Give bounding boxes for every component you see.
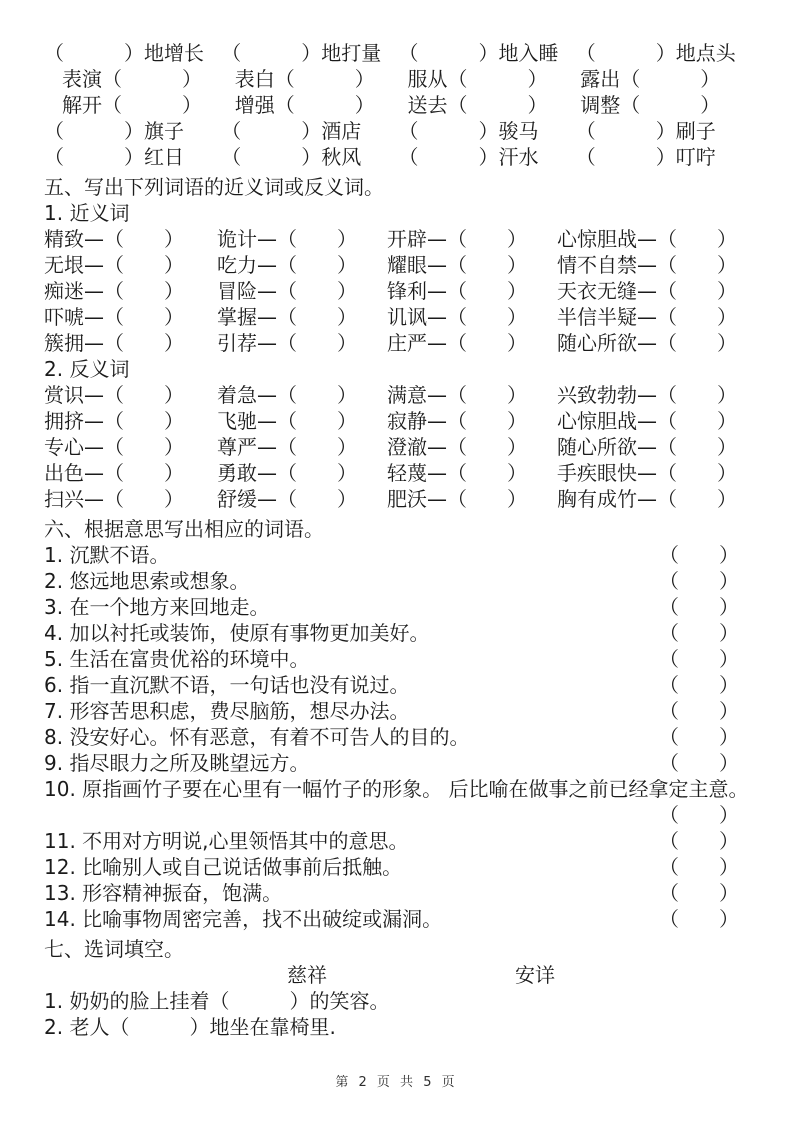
answer-blank: （ ） [659,855,739,879]
synonym-row [44,278,753,304]
synonym-cell: 冒险—（ ） [217,279,357,303]
synonym-cell: 心惊胆战—（ ） [557,227,737,251]
definition-text: 2. 悠远地思索或想象。 [44,569,250,593]
definition-item [44,880,753,906]
fill-cell: （ ）地打量 [221,41,382,65]
antonym-cell: 勇敢—（ ） [217,461,357,485]
answer-blank: （ ） [659,595,739,619]
synonym-cell: 随心所欲—（ ） [557,331,737,355]
definition-item [44,594,753,620]
synonym-cell: 掌握—（ ） [217,305,357,329]
fill-cell: （ ）叮咛 [575,145,716,169]
synonym-row [44,330,753,356]
definition-text: 14. 比喻事物周密完善，找不出破绽或漏洞。 [44,907,443,931]
synonyms-label: 1. 近义词 [44,201,130,225]
antonyms-label: 2. 反义词 [44,357,130,381]
definition-item [44,776,753,802]
synonym-cell: 吃力—（ ） [217,253,357,277]
definition-text: 13. 形容精神振奋，饱满。 [44,881,283,905]
antonym-cell: 出色—（ ） [44,461,184,485]
word-option: 安详 [515,963,555,987]
antonym-cell: 肥沃—（ ） [387,487,527,511]
fill-cell: 表白（ ） [234,67,375,91]
definition-text: 9. 指尽眼力之所及眺望远方。 [44,751,310,775]
answer-blank: （ ） [659,621,739,645]
fill-cell: （ ）红日 [44,145,184,169]
fill-cell: （ ）刷子 [575,119,716,143]
fill-cell: （ ）骏马 [398,119,539,143]
synonym-cell: 引荐—（ ） [217,331,357,355]
definition-text: 10. 原指画竹子要在心里有一幅竹子的形象。 后比喻在做事之前已经拿定主意。 [44,777,749,801]
synonym-cell: 吓唬—（ ） [44,305,184,329]
fill-cell: （ ）旗子 [44,119,184,143]
antonym-cell: 轻蔑—（ ） [387,461,527,485]
section7-heading: 七、选词填空。 [44,937,184,961]
definition-item [44,620,753,646]
fill-cell: （ ）秋风 [221,145,362,169]
definition-item [44,698,753,724]
fill-cell: 解开（ ） [62,93,202,117]
fill-row [44,40,753,66]
fill-row [44,66,753,92]
definition-item [44,854,753,880]
antonym-cell: 寂静—（ ） [387,409,527,433]
fill-row [44,118,753,144]
definition-text: 3. 在一个地方来回地走。 [44,595,270,619]
word-options-row [44,962,753,988]
antonym-row [44,382,753,408]
sentence-item [44,988,753,1014]
synonym-cell: 庄严—（ ） [387,331,527,355]
synonym-cell: 天衣无缝—（ ） [557,279,737,303]
synonym-cell: 锋利—（ ） [387,279,527,303]
fill-cell: 表演（ ） [62,67,202,91]
antonym-cell: 赏识—（ ） [44,383,184,407]
fill-cell: （ ）地增长 [44,41,204,65]
answer-blank: （ ） [659,699,739,723]
synonym-cell: 簇拥—（ ） [44,331,184,355]
definition-text: 4. 加以衬托或装饰，使原有事物更加美好。 [44,621,430,645]
antonym-cell: 胸有成竹—（ ） [557,487,737,511]
synonym-row [44,226,753,252]
fill-cell: （ ）地点头 [575,41,736,65]
definition-item [44,906,753,932]
antonym-cell: 澄澈—（ ） [387,435,527,459]
definition-item [44,568,753,594]
definition-item [44,672,753,698]
synonym-cell: 痴迷—（ ） [44,279,184,303]
fill-cell: 服从（ ） [407,67,548,91]
fill-row [44,144,753,170]
definition-item [44,646,753,672]
synonym-cell: 开辟—（ ） [387,227,527,251]
antonym-cell: 随心所欲—（ ） [557,435,737,459]
antonym-cell: 拥挤—（ ） [44,409,184,433]
page-footer: 第 2 页 共 5 页 [335,1075,458,1090]
answer-blank: （ ） [659,673,739,697]
definition-item [44,542,753,568]
answer-blank: （ ） [659,881,739,905]
fill-cell: 露出（ ） [580,67,721,91]
fill-cell: 增强（ ） [234,93,375,117]
section5-heading: 五、写出下列词语的近义词或反义词。 [44,175,384,199]
definition-text: 7. 形容苦思积虑，费尽脑筋，想尽办法。 [44,699,410,723]
synonym-row [44,304,753,330]
antonym-row [44,408,753,434]
antonym-row [44,460,753,486]
answer-blank: （ ） [659,751,739,775]
synonym-cell: 情不自禁—（ ） [557,253,737,277]
antonym-cell: 手疾眼快—（ ） [557,461,737,485]
definition-text: 11. 不用对方明说,心里领悟其中的意思。 [44,829,409,853]
definition-text: 8. 没安好心。怀有恶意，有着不可告人的目的。 [44,725,470,749]
fill-cell: 调整（ ） [580,93,721,117]
antonym-row [44,434,753,460]
sentence-text: 2. 老人（ ）地坐在靠椅里. [44,1015,336,1039]
fill-cell: （ ）地入睡 [398,41,559,65]
synonym-cell: 精致—（ ） [44,227,184,251]
synonym-cell: 无垠—（ ） [44,253,184,277]
definition-text: 6. 指一直沉默不语，一句话也没有说过。 [44,673,410,697]
fill-row [44,92,753,118]
antonym-cell: 心惊胆战—（ ） [557,409,737,433]
antonym-cell: 飞驰—（ ） [217,409,357,433]
definition-text: 5. 生活在富贵优裕的环境中。 [44,647,310,671]
section6-heading: 六、根据意思写出相应的词语。 [44,517,324,541]
definition-text: 1. 沉默不语。 [44,543,170,567]
antonym-cell: 着急—（ ） [217,383,357,407]
answer-blank: （ ） [659,543,739,567]
sentence-text: 1. 奶奶的脸上挂着（ ）的笑容。 [44,989,390,1013]
fill-cell: （ ）汗水 [398,145,539,169]
antonym-cell: 舒缓—（ ） [217,487,357,511]
definition-item [44,724,753,750]
fill-cell: 送去（ ） [407,93,548,117]
synonym-cell: 半信半疑—（ ） [557,305,737,329]
definition-item [44,828,753,854]
synonym-cell: 讥讽—（ ） [387,305,527,329]
antonym-cell: 扫兴—（ ） [44,487,184,511]
answer-blank-line [44,802,753,828]
synonym-cell: 诡计—（ ） [217,227,357,251]
answer-blank: （ ） [659,725,739,749]
antonym-cell: 专心—（ ） [44,435,184,459]
antonym-cell: 尊严—（ ） [217,435,357,459]
synonym-row [44,252,753,278]
definition-item [44,750,753,776]
sentence-item [44,1014,753,1040]
definition-text: 12. 比喻别人或自己说话做事前后抵触。 [44,855,403,879]
fill-cell: （ ）酒店 [221,119,362,143]
answer-blank: （ ） [659,569,739,593]
antonym-cell: 兴致勃勃—（ ） [557,383,737,407]
synonym-cell: 耀眼—（ ） [387,253,527,277]
antonym-cell: 满意—（ ） [387,383,527,407]
answer-blank: （ ） [659,647,739,671]
answer-blank: （ ） [659,803,739,827]
word-option: 慈祥 [287,963,327,987]
answer-blank: （ ） [659,907,739,931]
answer-blank: （ ） [659,829,739,853]
antonym-row [44,486,753,512]
